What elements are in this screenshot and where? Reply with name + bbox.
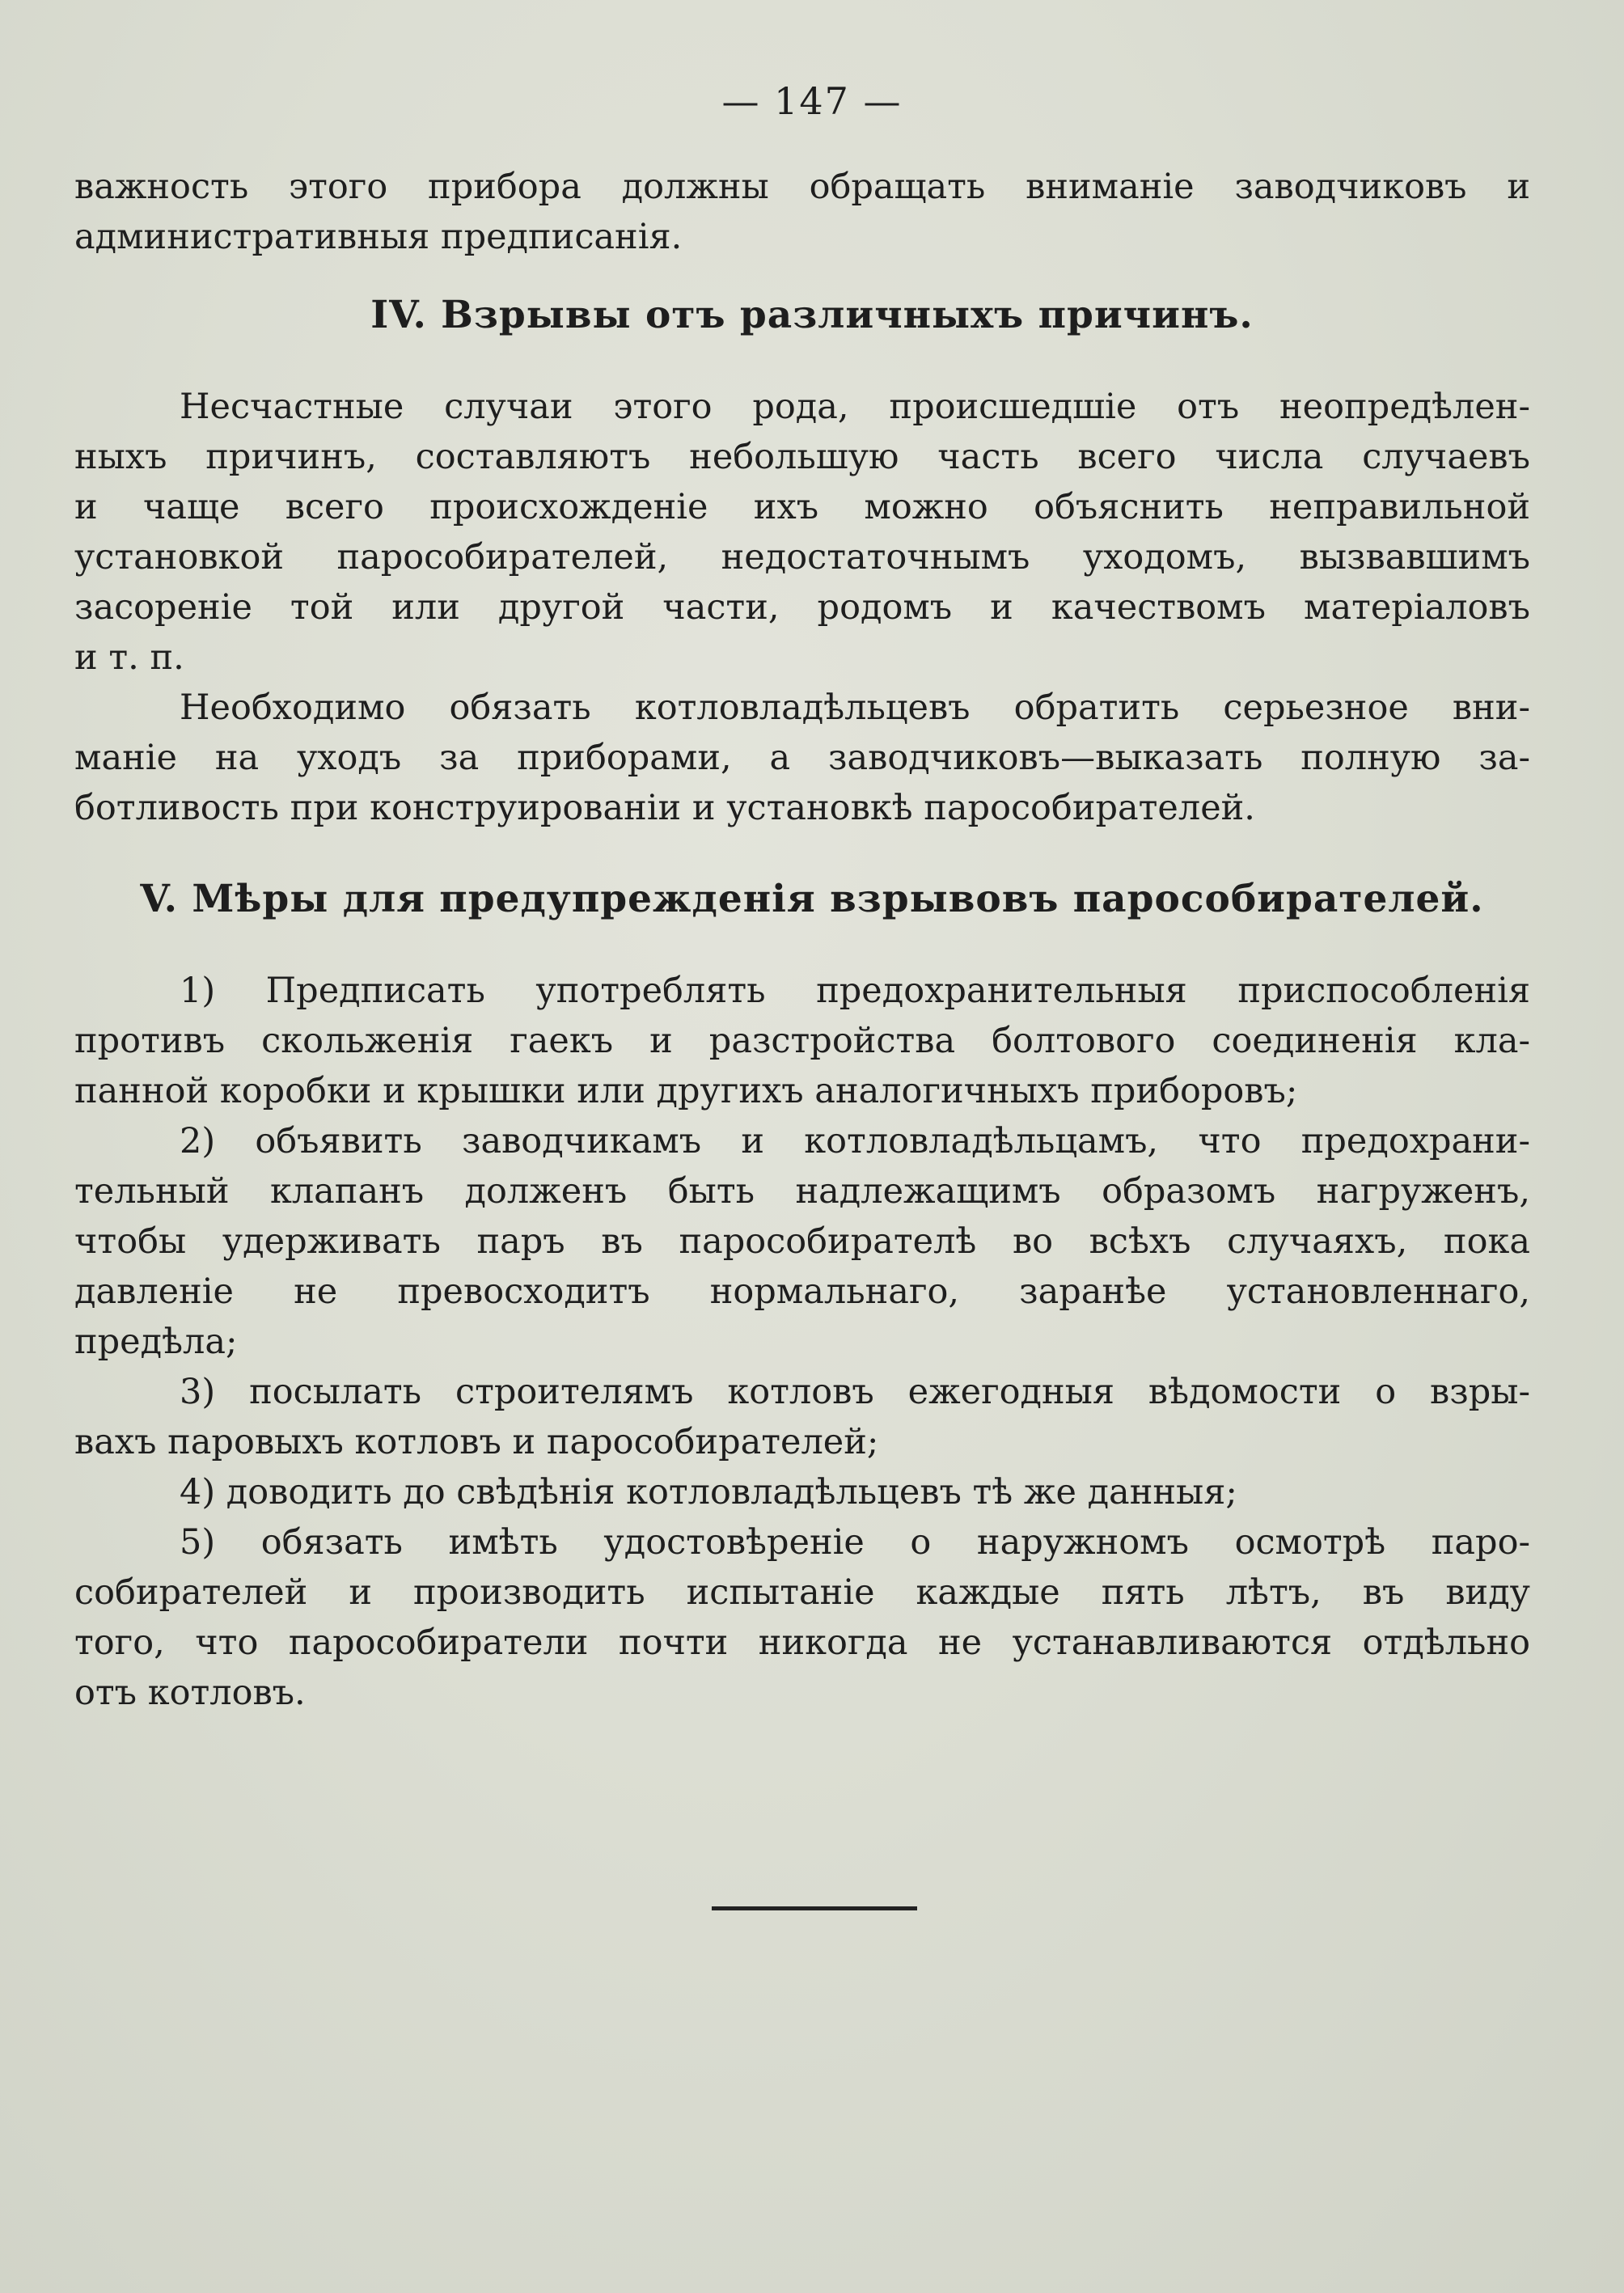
section-4-paragraph-2-line: Необходимо обязать котловладѣльцевъ обратить серьезное вни- (180, 687, 1530, 728)
section-5-item-1-line: панной коробки и крышки или другихъ аналогичныхъ приборовъ; (74, 1071, 1298, 1111)
page-number: — 147 — (721, 79, 903, 123)
section-4-paragraph-1-line: Несчастные случаи этого рода, происшедшіе отъ неопредѣлен- (180, 387, 1530, 427)
section-4-paragraph-1-line: установкой паросoбирателей, недостаточнымъ уходомъ, вызвавшимъ (74, 537, 1530, 577)
section-5-heading: V. Мѣры для предупрежденія взрывовъ паросoбирателей. (140, 877, 1484, 921)
section-5-item-2-line: тельный клапанъ долженъ быть надлежащимъ образомъ нагруженъ, (74, 1171, 1530, 1212)
intro-line: административныя предписанія. (74, 217, 683, 257)
section-5-item-4-line: 4) доводить до свѣдѣнія котловладѣльцевъ тѣ же данныя; (180, 1472, 1237, 1512)
section-4-paragraph-1-line: и чаще всего происхожденіе ихъ можно объяснить неправильной (74, 487, 1530, 527)
section-5-item-5-line: отъ котловъ. (74, 1673, 306, 1713)
section-4-paragraph-1-line: ныхъ причинъ, составляютъ небольшую часть всего числа случаевъ (74, 437, 1530, 477)
section-5-item-2-line: давленіе не превосходитъ нормальнаго, заранѣе установленнаго, (74, 1271, 1530, 1312)
section-5-item-3-line: вахъ паровыхъ котловъ и паросoбирателей; (74, 1422, 879, 1462)
section-5-item-2-line: предѣла; (74, 1322, 238, 1362)
section-5-item-2-line: 2) объявить заводчикамъ и котловладѣльцамъ, что предохрани- (180, 1121, 1530, 1161)
section-4-paragraph-1-line: засореніе той или другой части, родомъ и качествомъ матеріаловъ (74, 587, 1530, 628)
section-4-heading: IV. Взрывы отъ различныхъ причинъ. (370, 293, 1254, 337)
intro-line: важность этого прибора должны обращать вниманіе заводчиковъ и (74, 167, 1530, 207)
section-5-item-5-line: сoбирателей и производить испытаніе каждые пять лѣтъ, въ виду (74, 1572, 1530, 1613)
section-5-item-1-line: противъ скольженія гаекъ и разстройства болтового соединенія кла- (74, 1021, 1530, 1061)
section-5-item-2-line: чтобы удерживать паръ въ паросoбирателѣ во всѣхъ случаяхъ, пока (74, 1221, 1530, 1262)
end-rule (712, 1906, 917, 1910)
section-4-paragraph-2-line: ботливость при конструированіи и установкѣ паросoбирателей. (74, 788, 1255, 828)
section-4-paragraph-2-line: маніе на уходъ за приборами, а заводчиковъ—выказать полную за- (74, 738, 1530, 778)
section-5-item-1-line: 1) Предписать употреблять предохранительныя приспособленія (180, 971, 1530, 1011)
section-4-paragraph-1-line: и т. п. (74, 637, 184, 678)
section-5-item-5-line: того, что паросoбиратели почти никогда не устанавливаются отдѣльно (74, 1622, 1530, 1663)
section-5-item-5-line: 5) обязать имѣть удостовѣреніе о наружномъ осмотрѣ паро- (180, 1522, 1530, 1563)
section-5-item-3-line: 3) посылать строителямъ котловъ ежегодныя вѣдомости о взры- (180, 1372, 1530, 1412)
